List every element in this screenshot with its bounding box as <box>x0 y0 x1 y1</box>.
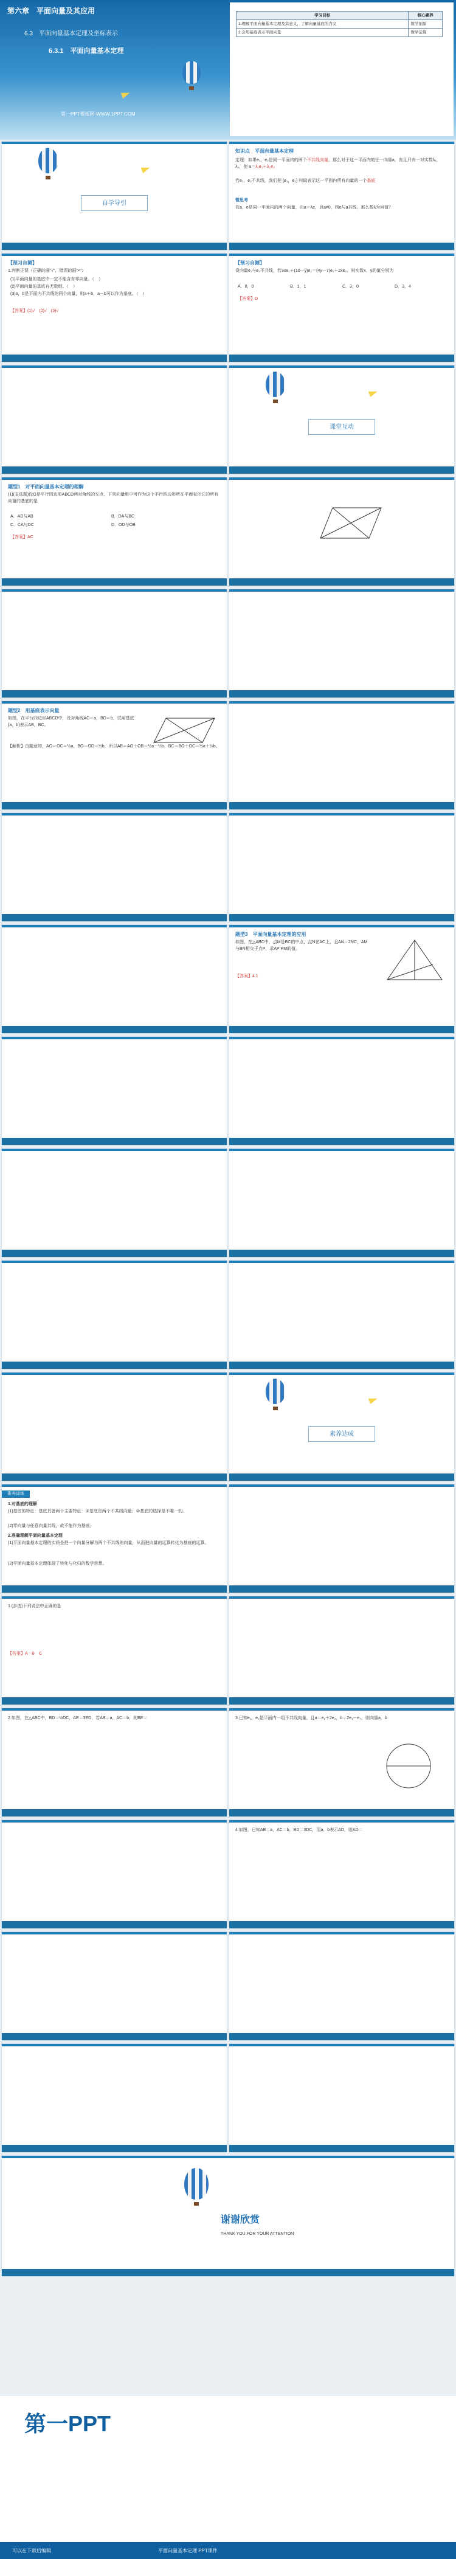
balloon-icon <box>266 1379 285 1404</box>
slide-filler-3 <box>229 701 455 810</box>
ex3-answer: 【答案】4∶1 <box>235 974 258 978</box>
practice2-answer: 【答案】D <box>238 297 258 301</box>
slide-filler-10 <box>229 1148 455 1258</box>
slide-filler-6 <box>1 924 227 1034</box>
practice1-q: 1.判断正误（正确的画“√”，错误的画“×”） <box>8 269 86 273</box>
basket-icon <box>194 2202 199 2206</box>
footer-brand: 第一PPT <box>24 2411 111 2436</box>
slide-quiz-2 <box>1 1708 227 1817</box>
goals-col2: 核心素养 <box>409 12 443 20</box>
goal-1: 1.理解平面向量基本定理及其意义，了解向量基底的含义 <box>237 20 409 29</box>
slide-filler-14 <box>229 1484 455 1593</box>
goals-slide <box>230 2 454 136</box>
practice1-item-3: (3)a，b是平面内不共线的两个向量，则a＋b，a－b可以作为基底。（ ） <box>10 292 147 296</box>
practice2-q: 设向量e₁与e₂不共线，若3xe₁＋(10－y)e₂＝(4y－7)e₁＋2xe₂，则实数x，y的值分别为 <box>235 269 394 273</box>
balloon-icon <box>182 61 201 84</box>
quiz-q2: 2.如图，在△ABC中，BD＝½DC，AE＝3ED，若AB＝a，AC＝b，则BE＝ <box>8 1716 148 1720</box>
slide-theorem <box>229 141 455 251</box>
goals-table <box>236 11 443 37</box>
slide-ex3 <box>229 924 455 1034</box>
class-interact-title: 课堂互动 <box>308 419 375 435</box>
parallelogram-figure <box>148 712 221 749</box>
practice2-opt-a: A．0，0 <box>238 285 254 289</box>
summary-point-1: 1.对基底的理解 <box>8 1502 37 1506</box>
summary-point-3: (2)零向量与任意向量共线，故不能作为基底。 <box>8 1524 94 1528</box>
practice2-opt-c: C．3，0 <box>342 285 359 289</box>
ex1-title: 题型1 对平面向量基本定理的理解 <box>8 484 84 490</box>
practice1-answer: 【答案】(1)√ (2)√ (3)√ <box>10 309 59 313</box>
summary-point-5: (1)平面向量基本定理的实质是把一个向量分解为两个不共线的向量，从而把向量的运算转化为基底的运算。 <box>8 1541 209 1545</box>
footer-line1: 可以在下载后编辑 <box>12 2548 51 2553</box>
practice1-item-1: (1)平面向量的基底中一定不能含有零向量。（ ） <box>10 277 103 282</box>
slide-ex1 <box>1 477 227 586</box>
balloon-icon <box>184 2168 209 2200</box>
ex1-opt-b: B．DA与BC <box>111 514 135 519</box>
cover-header <box>0 0 456 140</box>
slide-filler-12 <box>229 1260 455 1369</box>
slide-filler-7 <box>1 1036 227 1146</box>
ex3-q: 如图，在△ABC中，点M是BC的中点，点N在AC上，且AN＝2NC，AM与BN相交于点P，求AP∶PM的值。 <box>235 940 368 951</box>
ex2-q: 如图，在平行四边形ABCD中，设对角线AC＝a，BD＝b，试用基底{a，b}表示AB，BC。 <box>8 716 134 727</box>
practice2-title: 【预习自测】 <box>235 260 264 266</box>
quiz-q1: 1.(多选)下列说法中正确的是 <box>8 1604 61 1608</box>
subsection-title: 6.3.1 平面向量基本定理 <box>49 47 124 55</box>
slide-filler-20 <box>229 2043 455 2153</box>
slide-quiz-3 <box>229 1708 455 1817</box>
practice2-opt-d: D．3，4 <box>395 285 411 289</box>
skill-1: 数学抽象 <box>409 20 443 29</box>
ex1-opt-c: C．CA与DC <box>10 523 34 527</box>
slide-ex1-figure <box>229 477 455 586</box>
ex3-title: 题型3 平面向量基本定理的应用 <box>235 932 306 937</box>
footer <box>0 2396 456 2576</box>
site-name: 第一PPT模板网-WWW.1PPT.COM <box>61 111 136 117</box>
ex1-answer: 【答案】AC <box>10 535 33 539</box>
ex2-title: 题型2 用基底表示向量 <box>8 708 60 713</box>
slide-ex2 <box>1 701 227 810</box>
footer-bar <box>0 2542 456 2559</box>
paper-plane-icon <box>368 389 379 397</box>
quiz-q3: 3.已知e₁，e₂是平面内一组不共线向量，且a＝e₁＋2e₂，b＝2e₁－e₂，则向量a，b <box>235 1716 387 1720</box>
paper-plane-icon <box>121 90 131 99</box>
slide-filler-19 <box>1 2043 227 2153</box>
slide-filler-15 <box>229 1596 455 1705</box>
balloon-icon <box>38 148 58 173</box>
balloon-icon <box>266 372 285 397</box>
thanks-en: THANK YOU FOR YOUR ATTENTION <box>221 2232 294 2236</box>
slide-filler-17 <box>1 1931 227 2041</box>
theorem-label: 知识点 平面向量基本定理 <box>235 148 294 154</box>
literacy-title: 素养达成 <box>308 1426 375 1442</box>
slide-filler-5 <box>229 812 455 922</box>
practice1-item-2: (2)平面向量的基底有无数组。（ ） <box>10 285 78 289</box>
footer-line2: 平面向量基本定理 PPT课件 <box>158 2548 218 2553</box>
ex1-opt-d: D．OD与OB <box>111 523 136 527</box>
goals-col1: 学习目标 <box>237 12 409 20</box>
section-title: 6.3 平面向量基本定理及坐标表示 <box>24 30 118 37</box>
slide-filler-1 <box>1 589 227 698</box>
summary-point-2: (1)基底的特征：基底具备两个主要特征：①基底是两个不共线向量；②基底的选择是不唯一的。 <box>8 1509 187 1514</box>
hint-title: 微思考 <box>235 198 248 203</box>
slide-quiz-4 <box>229 1819 455 1929</box>
slide-filler-4 <box>1 812 227 922</box>
practice2-opt-b: B．1，1 <box>290 285 306 289</box>
parallelogram-figure <box>302 496 387 550</box>
slide-thanks <box>1 2155 455 2277</box>
summary-point-6: (2)平面向量基本定理体现了转化与化归的数学思想。 <box>8 1562 107 1566</box>
slide-filler-13 <box>1 1372 227 1481</box>
triangle-figure <box>381 937 448 986</box>
basket-icon <box>273 1407 278 1410</box>
slide-class-interact <box>229 365 455 474</box>
slide-self-study <box>1 141 227 251</box>
ex1-q: (1)(多选题)设O是平行四边形ABCD两对角线的交点，下列向量组中可作为这个平行四边形所在平面表示它的所有向量的基底的是 <box>8 493 219 504</box>
ex2-sol: 【解析】由题意知，AO＝OC＝½a，BO＝OD＝½b，所以AB＝AO＋OB＝½a－½b，BC＝BO＋OC＝½a＋½b。 <box>8 744 220 749</box>
basket-icon <box>189 86 194 90</box>
slide-filler-16 <box>1 1819 227 1929</box>
summary-flag: 素养训练 <box>2 1491 30 1498</box>
slide-filler-8 <box>229 1036 455 1146</box>
basket-icon <box>46 176 50 179</box>
slide-quiz-1 <box>1 1596 227 1705</box>
thanks-title: 谢谢欣赏 <box>221 2215 260 2225</box>
paper-plane-icon <box>368 1396 379 1404</box>
theorem-body: 定理：如果e₁，e₂是同一平面内的两个不共线向量，那么对于这一平面内的任一向量a，有且只有一对实数λ₁，λ₂，使 a＝λ₁e₁＋λ₂e₂ <box>235 158 441 169</box>
skill-2: 数学运算 <box>409 29 443 37</box>
quiz-q4: 4.如图，已知AB＝a，AC＝b，BD＝3DC，用a，b表示AD，则AD＝ <box>235 1828 363 1832</box>
quiz-answer: 【答案】A B C <box>8 1652 43 1656</box>
slide-summary <box>1 1484 227 1593</box>
circle-figure <box>375 1739 442 1793</box>
practice1-title: 【预习自测】 <box>8 260 37 266</box>
slide-filler-2 <box>229 589 455 698</box>
slide-literacy <box>229 1372 455 1481</box>
chapter-title: 第六章 平面向量及其应用 <box>7 7 95 15</box>
slide-blank-a <box>1 365 227 474</box>
slide-filler-18 <box>229 1931 455 2041</box>
summary-point-4: 2.准确理解平面向量基本定理 <box>8 1534 63 1538</box>
slide-filler-9 <box>1 1148 227 1258</box>
slide-filler-11 <box>1 1260 227 1369</box>
basket-icon <box>273 400 278 403</box>
self-study-title: 自学导引 <box>81 195 148 211</box>
goal-2: 2.会用基底表示平面向量 <box>237 29 409 37</box>
hint-text: 若a，e是同一平面内的两个向量，由a＝λe，且a≠0，则e与a共线，那么数λ为何值？ <box>235 206 393 210</box>
paper-plane-icon <box>141 165 151 173</box>
ex1-opt-a: A．AD与AB <box>10 514 33 519</box>
slide-practice2 <box>229 253 455 362</box>
slide-practice1 <box>1 253 227 362</box>
theorem-basis: 若e₁，e₂不共线，我们把 {e₁，e₂} 叫做表示这一平面内所有向量的一个基底 <box>235 179 376 183</box>
